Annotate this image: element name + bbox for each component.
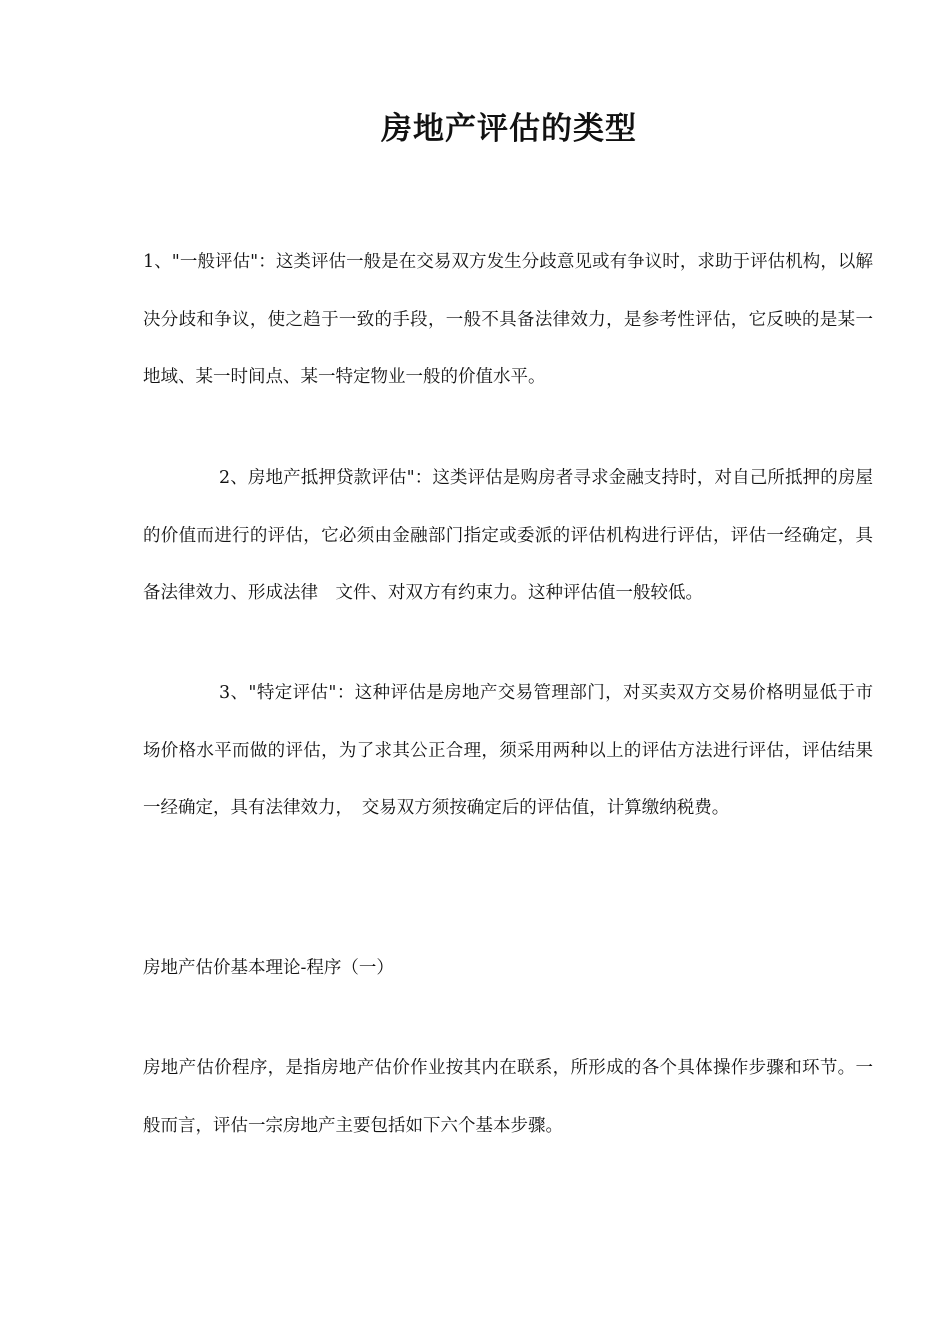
paragraph-mortgage-appraisal: 2、房地产抵押贷款评估"：这类评估是购房者寻求金融支持时，对自己所抵押的房屋的价值而进行的评估，它必须由金融部门指定或委派的评估机构进行评估，评估一经确定，具备法律效力、形成法律 文件、对双方有约束力。这种评估值一般较低。	[143, 468, 873, 603]
section-heading: 房地产估价基本理论-程序（一）	[143, 958, 394, 978]
document-title: 房地产评估的类型	[381, 111, 637, 147]
paragraph-general-appraisal: 1、"一般评估"：这类评估一般是在交易双方发生分歧意见或有争议时，求助于评估机构，以解决分歧和争议，使之趋于一致的手段，一般不具备法律效力，是参考性评估，它反映的是某一地域、某一时间点、某一特定物业一般的价值水平。	[143, 252, 873, 387]
paragraph-appraisal-procedure: 房地产估价程序，是指房地产估价作业按其内在联系，所形成的各个具体操作步骤和环节。一般而言，评估一宗房地产主要包括如下六个基本步骤。	[143, 1058, 873, 1136]
paragraph-special-appraisal: 3、"特定评估"：这种评估是房地产交易管理部门，对买卖双方交易价格明显低于市场价格水平而做的评估，为了求其公正合理，须采用两种以上的评估方法进行评估，评估结果一经确定，具有法律效力， 交易双方须按确定后的评估值，计算缴纳税费。	[143, 683, 873, 818]
